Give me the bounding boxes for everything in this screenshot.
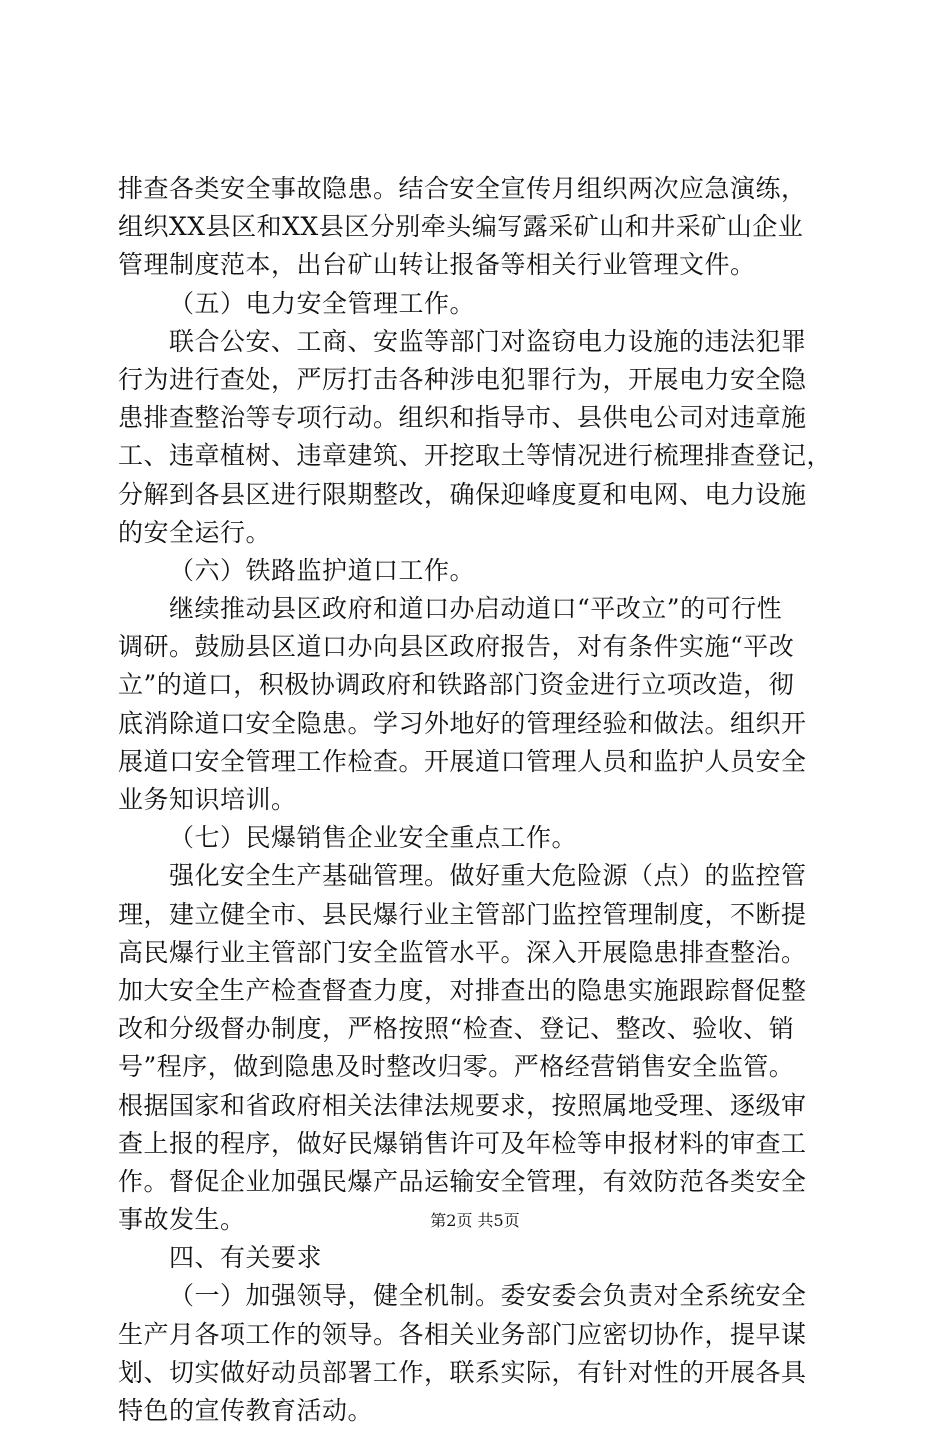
text-line: （一）加强领导，健全机制。委安委会负责对全系统安全 [169,1281,807,1311]
text-line: 继续推动县区政府和道口办启动道口“平改立”的可行性 [169,594,783,624]
text-line: 工、违章植树、违章建筑、开挖取土等情况进行梳理排查登记， [118,441,833,471]
text-line: 高民爆行业主管部门安全监管水平。深入开展隐患排查整治。 [118,937,807,967]
text-line: 排查各类安全事故隐患。结合安全宣传月组织两次应急演练， [118,174,807,203]
text-line: 组织XX县区和XX县区分别牵头编写露采矿山和井采矿山企业 [118,212,804,242]
text-line: 特色的宣传教育活动。 [118,1396,374,1425]
text-line: 号”程序，做到隐患及时整改归零。严格经营销售安全监管。 [118,1052,795,1082]
text-line: 查上报的程序，做好民爆销售许可及年检等申报材料的审查工 [118,1128,807,1158]
text-line: 根据国家和省政府相关法律法规要求，按照属地受理、逐级审 [118,1090,807,1120]
text-line: 改和分级督办制度，严格按照“检查、登记、整改、验收、销 [118,1014,795,1044]
text-line: 作。督促企业加强民爆产品运输安全管理，有效防范各类安全 [118,1166,807,1196]
text-line: 展道口安全管理工作检查。开展道口管理人员和监护人员安全 [118,746,807,776]
text-line: 四、有关要求 [169,1243,323,1273]
text-line: 事故发生。 [118,1205,246,1235]
text-line: 联合公安、工商、安监等部门对盗窃电力设施的违法犯罪 [169,326,807,356]
text-line: 业务知识培训。 [118,785,297,814]
text-line: 强化安全生产基础管理。做好重大危险源（点）的监控管 [169,861,807,891]
text-line: 立”的道口，积极协调政府和铁路部门资金进行立项改造，彻 [118,670,795,700]
text-line: 生产月各项工作的领导。各相关业务部门应密切协作，提早谋 [118,1319,807,1349]
text-line: 划、切实做好动员部署工作，联系实际，有针对性的开展各具 [118,1357,807,1387]
text-line: 理，建立健全市、县民爆行业主管部门监控管理制度，不断提 [118,899,807,929]
text-line: 加大安全生产检查督查力度，对排查出的隐患实施跟踪督促整 [118,975,807,1005]
text-line: （五）电力安全管理工作。 [169,288,476,318]
text-line: 底消除道口安全隐患。学习外地好的管理经验和做法。组织开 [118,708,807,738]
document-body [118,170,838,1430]
text-line: 患排查整治等专项行动。组织和指导市、县供电公司对违章施 [118,403,807,433]
text-line: 调研。鼓励县区道口办向县区政府报告，对有条件实施“平改 [118,632,795,662]
text-line: 分解到各县区进行限期整改，确保迎峰度夏和电网、电力设施 [118,479,807,509]
text-line: 的安全运行。 [118,517,272,547]
text-line: 管理制度范本，出台矿山转让报备等相关行业管理文件。 [118,250,756,280]
text-line: （七）民爆销售企业安全重点工作。 [169,823,578,853]
page-footer: 第2页 共5页 [430,1211,520,1230]
text-line: （六）铁路监护道口工作。 [169,555,476,585]
text-line: 行为进行查处，严厉打击各种涉电犯罪行为，开展电力安全隐 [118,364,807,394]
